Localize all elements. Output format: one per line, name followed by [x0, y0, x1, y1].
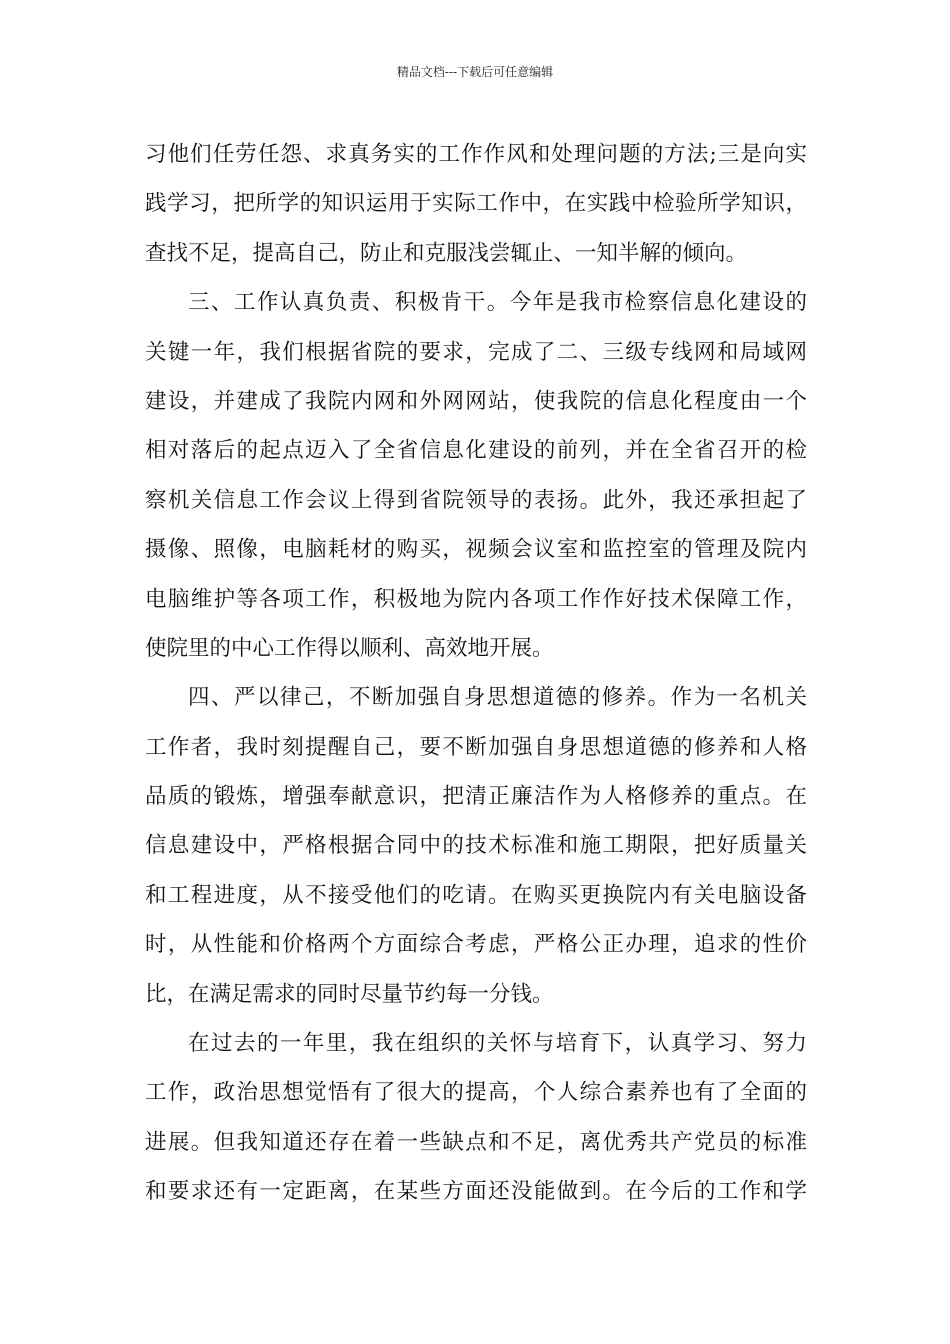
text-line: 比，在满足需求的同时尽量节约每一分钱。	[145, 981, 554, 1007]
text-line: 察机关信息工作会议上得到省院领导的表扬。此外，我还承担起了	[145, 487, 807, 513]
text-line: 和要求还有一定距离，在某些方面还没能做到。在今后的工作和学	[145, 1179, 807, 1205]
text-line: 建设，并建成了我院内网和外网网站，使我院的信息化程度由一个	[145, 388, 807, 414]
text-line: 查找不足，提高自己，防止和克服浅尝辄止、一知半解的倾向。	[145, 240, 748, 266]
text-line: 工作者，我时刻提醒自己，要不断加强自身思想道德的修养和人格	[145, 734, 807, 760]
text-line: 品质的锻炼，增强奉献意识，把清正廉洁作为人格修养的重点。在	[145, 784, 807, 810]
text-line: 和工程进度，从不接受他们的吃请。在购买更换院内有关电脑设备	[145, 882, 807, 908]
text-line: 在过去的一年里，我在组织的关怀与培育下，认真学习、努力	[188, 1031, 807, 1057]
text-line: 时，从性能和价格两个方面综合考虑，严格公正办理，追求的性价	[145, 932, 807, 958]
document-body	[145, 130, 807, 1217]
page-header: 精品文档---下载后可任意编辑	[396, 65, 554, 79]
text-line: 四、严以律己，不断加强自身思想道德的修养。作为一名机关	[188, 685, 807, 711]
text-line: 习他们任劳任怨、求真务实的工作作风和处理问题的方法;三是向实	[145, 142, 807, 167]
text-line: 工作，政治思想觉悟有了很大的提高，个人综合素养也有了全面的	[145, 1080, 807, 1106]
text-line: 关键一年，我们根据省院的要求，完成了二、三级专线网和局域网	[145, 339, 807, 365]
text-line: 电脑维护等各项工作，积极地为院内各项工作作好技术保障工作，	[145, 586, 807, 612]
text-line: 信息建设中，严格根据合同中的技术标准和施工期限，把好质量关	[145, 833, 807, 859]
text-line: 三、工作认真负责、积极肯干。今年是我市检察信息化建设的	[188, 290, 807, 316]
text-line: 相对落后的起点迈入了全省信息化建设的前列，并在全省召开的检	[145, 438, 807, 464]
text-line: 进展。但我知道还存在着一些缺点和不足，离优秀共产党员的标准	[145, 1129, 807, 1155]
text-line: 使院里的中心工作得以顺利、高效地开展。	[145, 635, 554, 661]
text-line: 摄像、照像，电脑耗材的购买，视频会议室和监控室的管理及院内	[145, 537, 807, 563]
text-line: 践学习，把所学的知识运用于实际工作中，在实践中检验所学知识，	[145, 191, 807, 217]
